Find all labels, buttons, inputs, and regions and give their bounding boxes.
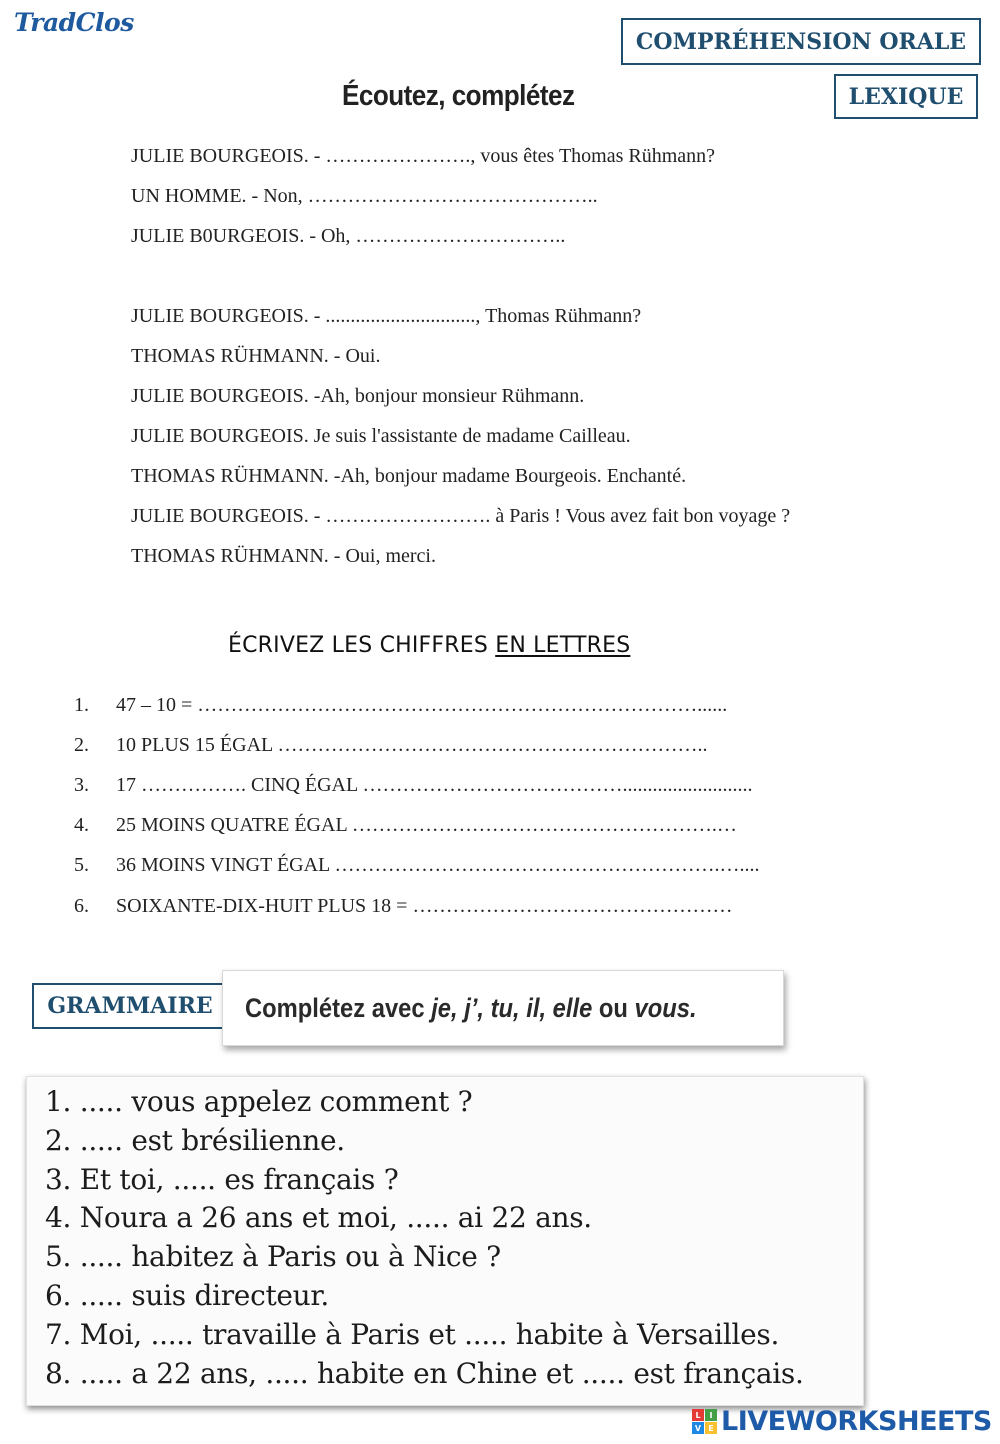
item-number: 6. [74,895,89,917]
grammar-instruction-banner [222,970,784,1046]
item-text: 36 MOINS VINGT ÉGAL ………………………………………………….….... [116,854,760,876]
exercise-line: 2. ..... est brésilienne. [45,1124,345,1157]
liveworksheets-text: LIVEWORKSHEETS [721,1406,992,1437]
dialogue-line: JULIE BOURGEOIS. - .............................., Thomas Rühmann? [131,305,642,327]
dialogue-line: THOMAS RÜHMANN. -Ah, bonjour madame Bourgeois. Enchanté. [131,465,687,487]
exercise-line: 8. ..... a 22 ans, ..... habite en Chine et ..... est français. [45,1357,804,1390]
section2-title [228,633,630,658]
item-text: 25 MOINS QUATRE ÉGAL ……………………………………………….… [116,814,737,836]
item-text: 47 – 10 = …………………………………………………………………...... [116,694,728,716]
dialogue-line: JULIE BOURGEOIS. Je suis l'assistante de madame Cailleau. [131,425,631,447]
banner-last: vous. [634,992,697,1023]
cube-letter: V [692,1422,704,1434]
item-text: SOIXANTE-DIX-HUIT PLUS 18 = ………………………………………… [116,895,733,917]
tradclos-logo: TradClos [14,8,134,37]
dialogue-line: UN HOMME. - Non, …………………………………….. [131,185,598,207]
item-number: 3. [74,774,89,796]
exercise-line: 7. Moi, ..... travaille à Paris et ..... habite à Versailles. [45,1318,780,1351]
liveworksheets-cube-icon [692,1409,717,1434]
cube-letter: I [705,1409,717,1421]
banner-mid: ou [592,992,635,1023]
exercise-line: 1. ..... vous appelez comment ? [45,1085,473,1118]
dialogue-line: JULIE BOURGEOIS. -Ah, bonjour monsieur Rühmann. [131,385,585,407]
exercise-line: 6. ..... suis directeur. [45,1279,330,1312]
dialogue-line: JULIE B0URGEOIS. - Oh, ………………………….. [131,225,566,247]
item-number: 4. [74,814,89,836]
banner-pronouns: je, j’, tu, il, elle [431,992,593,1023]
item-text: 17 ……………. CINQ ÉGAL ………………………………….......................... [116,774,753,796]
cube-letter: L [692,1409,704,1421]
section2-title-prefix: ÉCRIVEZ LES CHIFFRES [228,633,496,658]
tag-lexique: LEXIQUE [834,74,978,119]
banner-prefix: Complétez avec [245,992,432,1023]
dialogue-line: THOMAS RÜHMANN. - Oui, merci. [131,545,436,567]
item-number: 5. [74,854,89,876]
exercise-line: 3. Et toi, ..... es français ? [45,1163,399,1196]
item-number: 2. [74,734,89,756]
section2-title-underlined: EN LETTRES [495,633,631,658]
dialogue-line: THOMAS RÜHMANN. - Oui. [131,345,381,367]
section1-title: Écoutez, complétez [342,80,575,112]
exercise-line: 4. Noura a 26 ans et moi, ..... ai 22 ans. [45,1201,592,1234]
liveworksheets-logo [692,1406,992,1437]
exercise-line: 5. ..... habitez à Paris ou à Nice ? [45,1240,501,1273]
dialogue-line: JULIE BOURGEOIS. - …………………., vous êtes Thomas Rühmann? [131,145,716,167]
cube-letter: E [705,1422,717,1434]
item-number: 1. [74,694,89,716]
tag-grammaire: GRAMMAIRE [32,983,228,1029]
dialogue-line: JULIE BOURGEOIS. - ……………………. à Paris ! Vous avez fait bon voyage ? [131,505,791,527]
item-text: 10 PLUS 15 ÉGAL ……………………………………………………….. [116,734,708,756]
tag-comprehension-orale: COMPRÉHENSION ORALE [621,18,981,65]
grammar-exercise-box [26,1076,864,1406]
